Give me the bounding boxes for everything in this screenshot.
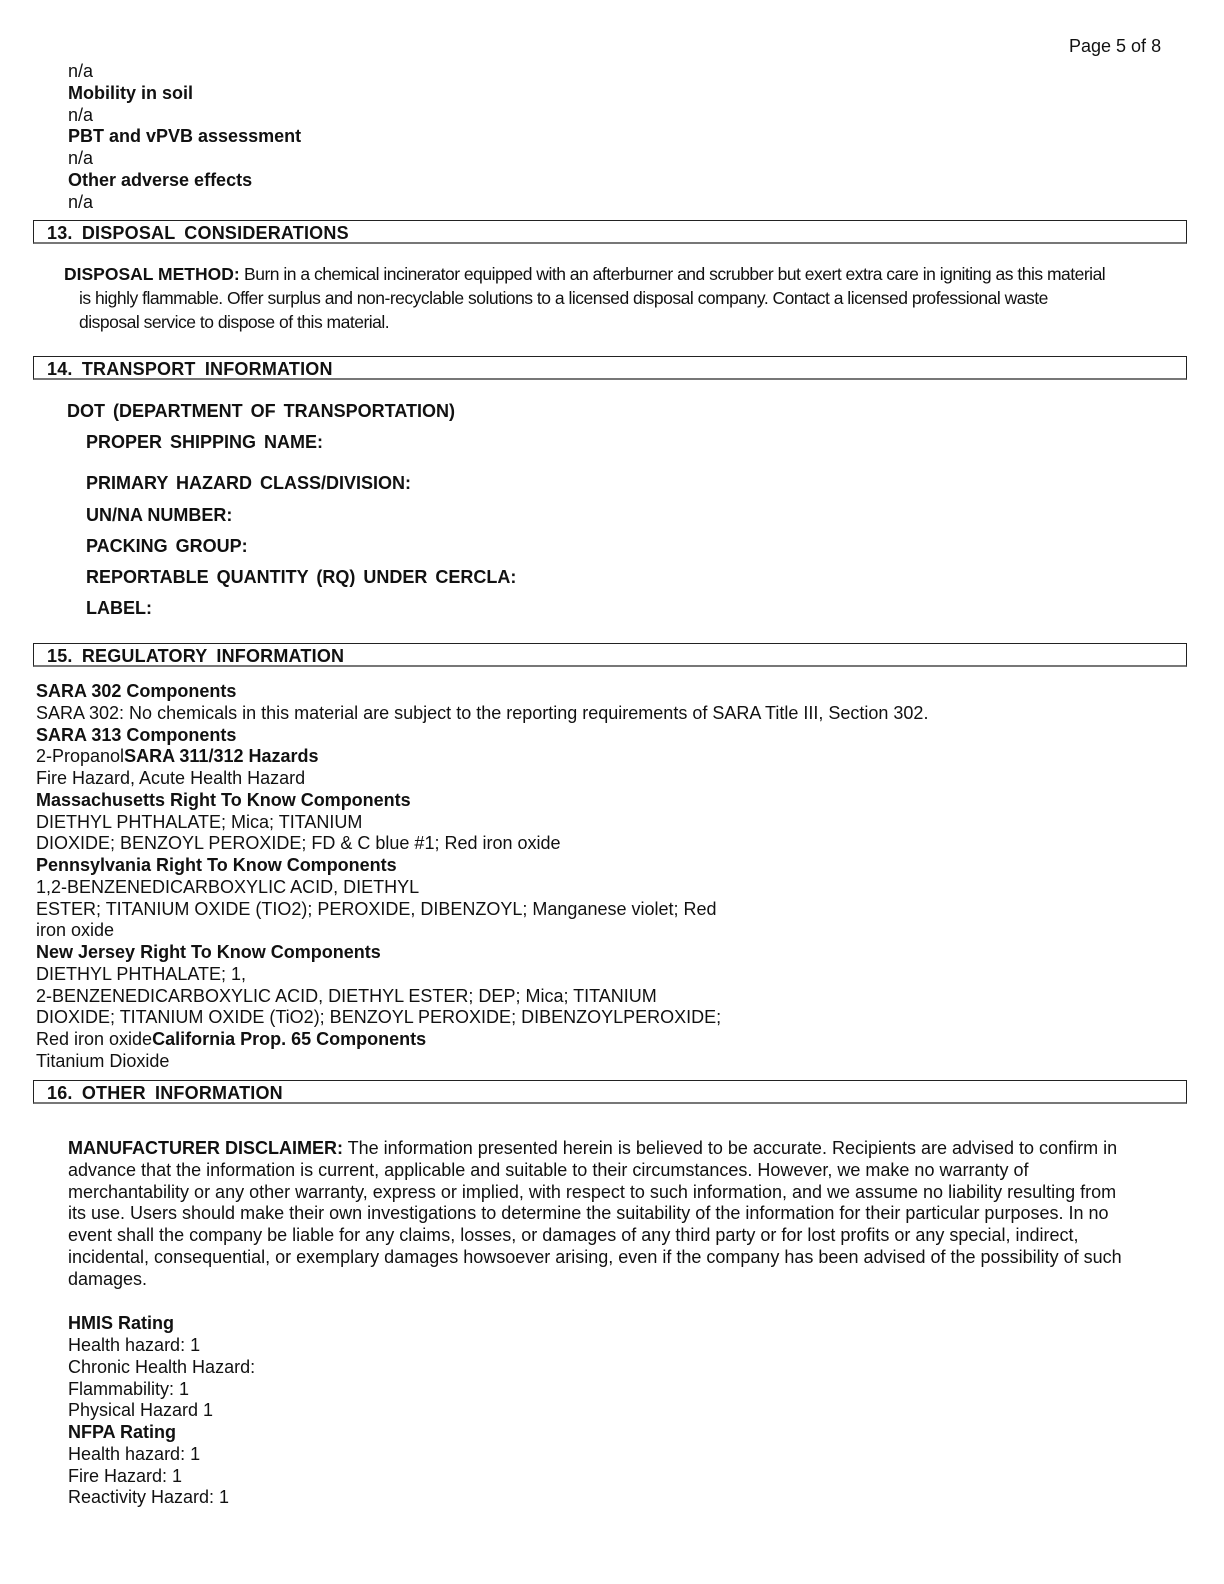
- sara-302-text: SARA 302: No chemicals in this material are subject to the reporting requirements of SARA Title III, Section 302.: [36, 703, 929, 723]
- disposal-method-label: DISPOSAL METHOD:: [64, 264, 240, 284]
- value-na: n/a: [68, 105, 94, 125]
- disclaimer-text: incidental, consequential, or exemplary damages howsoever arising, even if the company has been advised of the possibility of such: [68, 1246, 1122, 1267]
- hmis-health-hazard: Health hazard: 1: [68, 1335, 201, 1355]
- pa-heading: Pennsylvania Right To Know Components: [36, 855, 397, 875]
- pa-text: ESTER; TITANIUM OXIDE (TIO2); PEROXIDE, DIBENZOYL; Manganese violet; Red: [36, 899, 717, 919]
- un-na-number-label: UN/NA NUMBER:: [86, 505, 233, 525]
- section-15-header: [33, 643, 1187, 667]
- dot-heading: DOT (DEPARTMENT OF TRANSPORTATION): [67, 401, 455, 421]
- disclaimer-text: event shall the company be liable for any claims, losses, or damages of any third party or for lost profits or any special, indirect,: [68, 1225, 1079, 1246]
- disclaimer-label: MANUFACTURER DISCLAIMER:: [68, 1138, 343, 1158]
- ma-text: DIOXIDE; BENZOYL PEROXIDE; FD & C blue #1; Red iron oxide: [36, 833, 561, 853]
- disposal-method-text: Burn in a chemical incinerator equipped with an afterburner and scrubber but exert extra care in igniting as this material: [239, 264, 1106, 284]
- disclaimer-text: The information presented herein is believed to be accurate. Recipients are advised to confirm in: [342, 1138, 1118, 1158]
- disposal-method-text: disposal service to dispose of this material.: [79, 312, 390, 332]
- section-13-title: 13. DISPOSAL CONSIDERATIONS: [47, 223, 349, 243]
- pa-text: 1,2-BENZENEDICARBOXYLIC ACID, DIETHYL: [36, 877, 420, 897]
- nfpa-health-hazard: Health hazard: 1: [68, 1444, 201, 1464]
- pa-text: iron oxide: [36, 920, 115, 940]
- section-13-header: [33, 220, 1187, 244]
- hmis-physical-hazard: Physical Hazard 1: [68, 1400, 214, 1420]
- value-na: n/a: [68, 61, 94, 81]
- section-14-header: [33, 356, 1187, 380]
- hmis-chronic-health-hazard: Chronic Health Hazard:: [68, 1357, 256, 1377]
- section-15-title: 15. REGULATORY INFORMATION: [47, 646, 345, 666]
- sara-302-heading: SARA 302 Components: [36, 681, 237, 701]
- nj-text: DIETHYL PHTHALATE; 1,: [36, 964, 247, 984]
- nj-text: Red iron oxide: [36, 1029, 153, 1049]
- nfpa-heading: NFPA Rating: [68, 1422, 176, 1442]
- nj-text: DIOXIDE; TITANIUM OXIDE (TiO2); BENZOYL PEROXIDE; DIBENZOYLPEROXIDE;: [36, 1007, 722, 1027]
- disposal-method-text: is highly flammable. Offer surplus and non-recyclable solutions to a licensed disposal company. Contact a licensed professional waste: [79, 288, 1048, 308]
- hmis-flammability: Flammability: 1: [68, 1379, 190, 1399]
- sara-313-text: 2-Propanol: [36, 746, 125, 766]
- reportable-quantity-label: REPORTABLE QUANTITY (RQ) UNDER CERCLA:: [86, 567, 517, 587]
- nj-ca-line: [36, 1028, 426, 1050]
- value-na: n/a: [68, 192, 94, 212]
- disclaimer-text: advance that the information is current, applicable and suitable to their circumstances. However, we make no warranty of: [68, 1159, 1029, 1180]
- nfpa-fire-hazard: Fire Hazard: 1: [68, 1466, 183, 1486]
- mobility-in-soil-heading: Mobility in soil: [68, 83, 193, 103]
- disposal-method: [64, 262, 1184, 334]
- nfpa-reactivity-hazard: Reactivity Hazard: 1: [68, 1487, 230, 1507]
- other-adverse-effects-heading: Other adverse effects: [68, 170, 253, 190]
- sara-311-text: Fire Hazard, Acute Health Hazard: [36, 768, 306, 788]
- pbt-vpvb-heading: PBT and vPVB assessment: [68, 126, 302, 146]
- disclaimer-text: damages.: [68, 1268, 148, 1289]
- page-number: Page 5 of 8: [1069, 36, 1162, 56]
- proper-shipping-name-label: PROPER SHIPPING NAME:: [86, 432, 324, 452]
- sara-311-heading: SARA 311/312 Hazards: [124, 746, 319, 766]
- value-na: n/a: [68, 148, 94, 168]
- section-16-header: [33, 1080, 1187, 1104]
- hmis-heading: HMIS Rating: [68, 1313, 174, 1333]
- sara-313-heading: SARA 313 Components: [36, 725, 237, 745]
- ma-text: DIETHYL PHTHALATE; Mica; TITANIUM: [36, 812, 363, 832]
- ca-text: Titanium Dioxide: [36, 1051, 170, 1071]
- ca-heading: California Prop. 65 Components: [152, 1029, 427, 1049]
- section-16-title: 16. OTHER INFORMATION: [47, 1083, 283, 1103]
- manufacturer-disclaimer: [68, 1138, 1178, 1291]
- label-label: LABEL:: [86, 598, 152, 618]
- disclaimer-text: its use. Users should make their own investigations to determine the suitability of the information for their particular purposes. In no: [68, 1203, 1109, 1224]
- nj-text: 2-BENZENEDICARBOXYLIC ACID, DIETHYL ESTER; DEP; Mica; TITANIUM: [36, 986, 657, 1006]
- section-14-title: 14. TRANSPORT INFORMATION: [47, 359, 333, 379]
- sara-313-line: [36, 745, 319, 767]
- nj-heading: New Jersey Right To Know Components: [36, 942, 381, 962]
- ma-heading: Massachusetts Right To Know Components: [36, 790, 411, 810]
- packing-group-label: PACKING GROUP:: [86, 536, 248, 556]
- primary-hazard-class-label: PRIMARY HAZARD CLASS/DIVISION:: [86, 473, 412, 493]
- disclaimer-text: merchantability or any other warranty, express or implied, with respect to such information, and we assume no liability resulting from: [68, 1181, 1117, 1202]
